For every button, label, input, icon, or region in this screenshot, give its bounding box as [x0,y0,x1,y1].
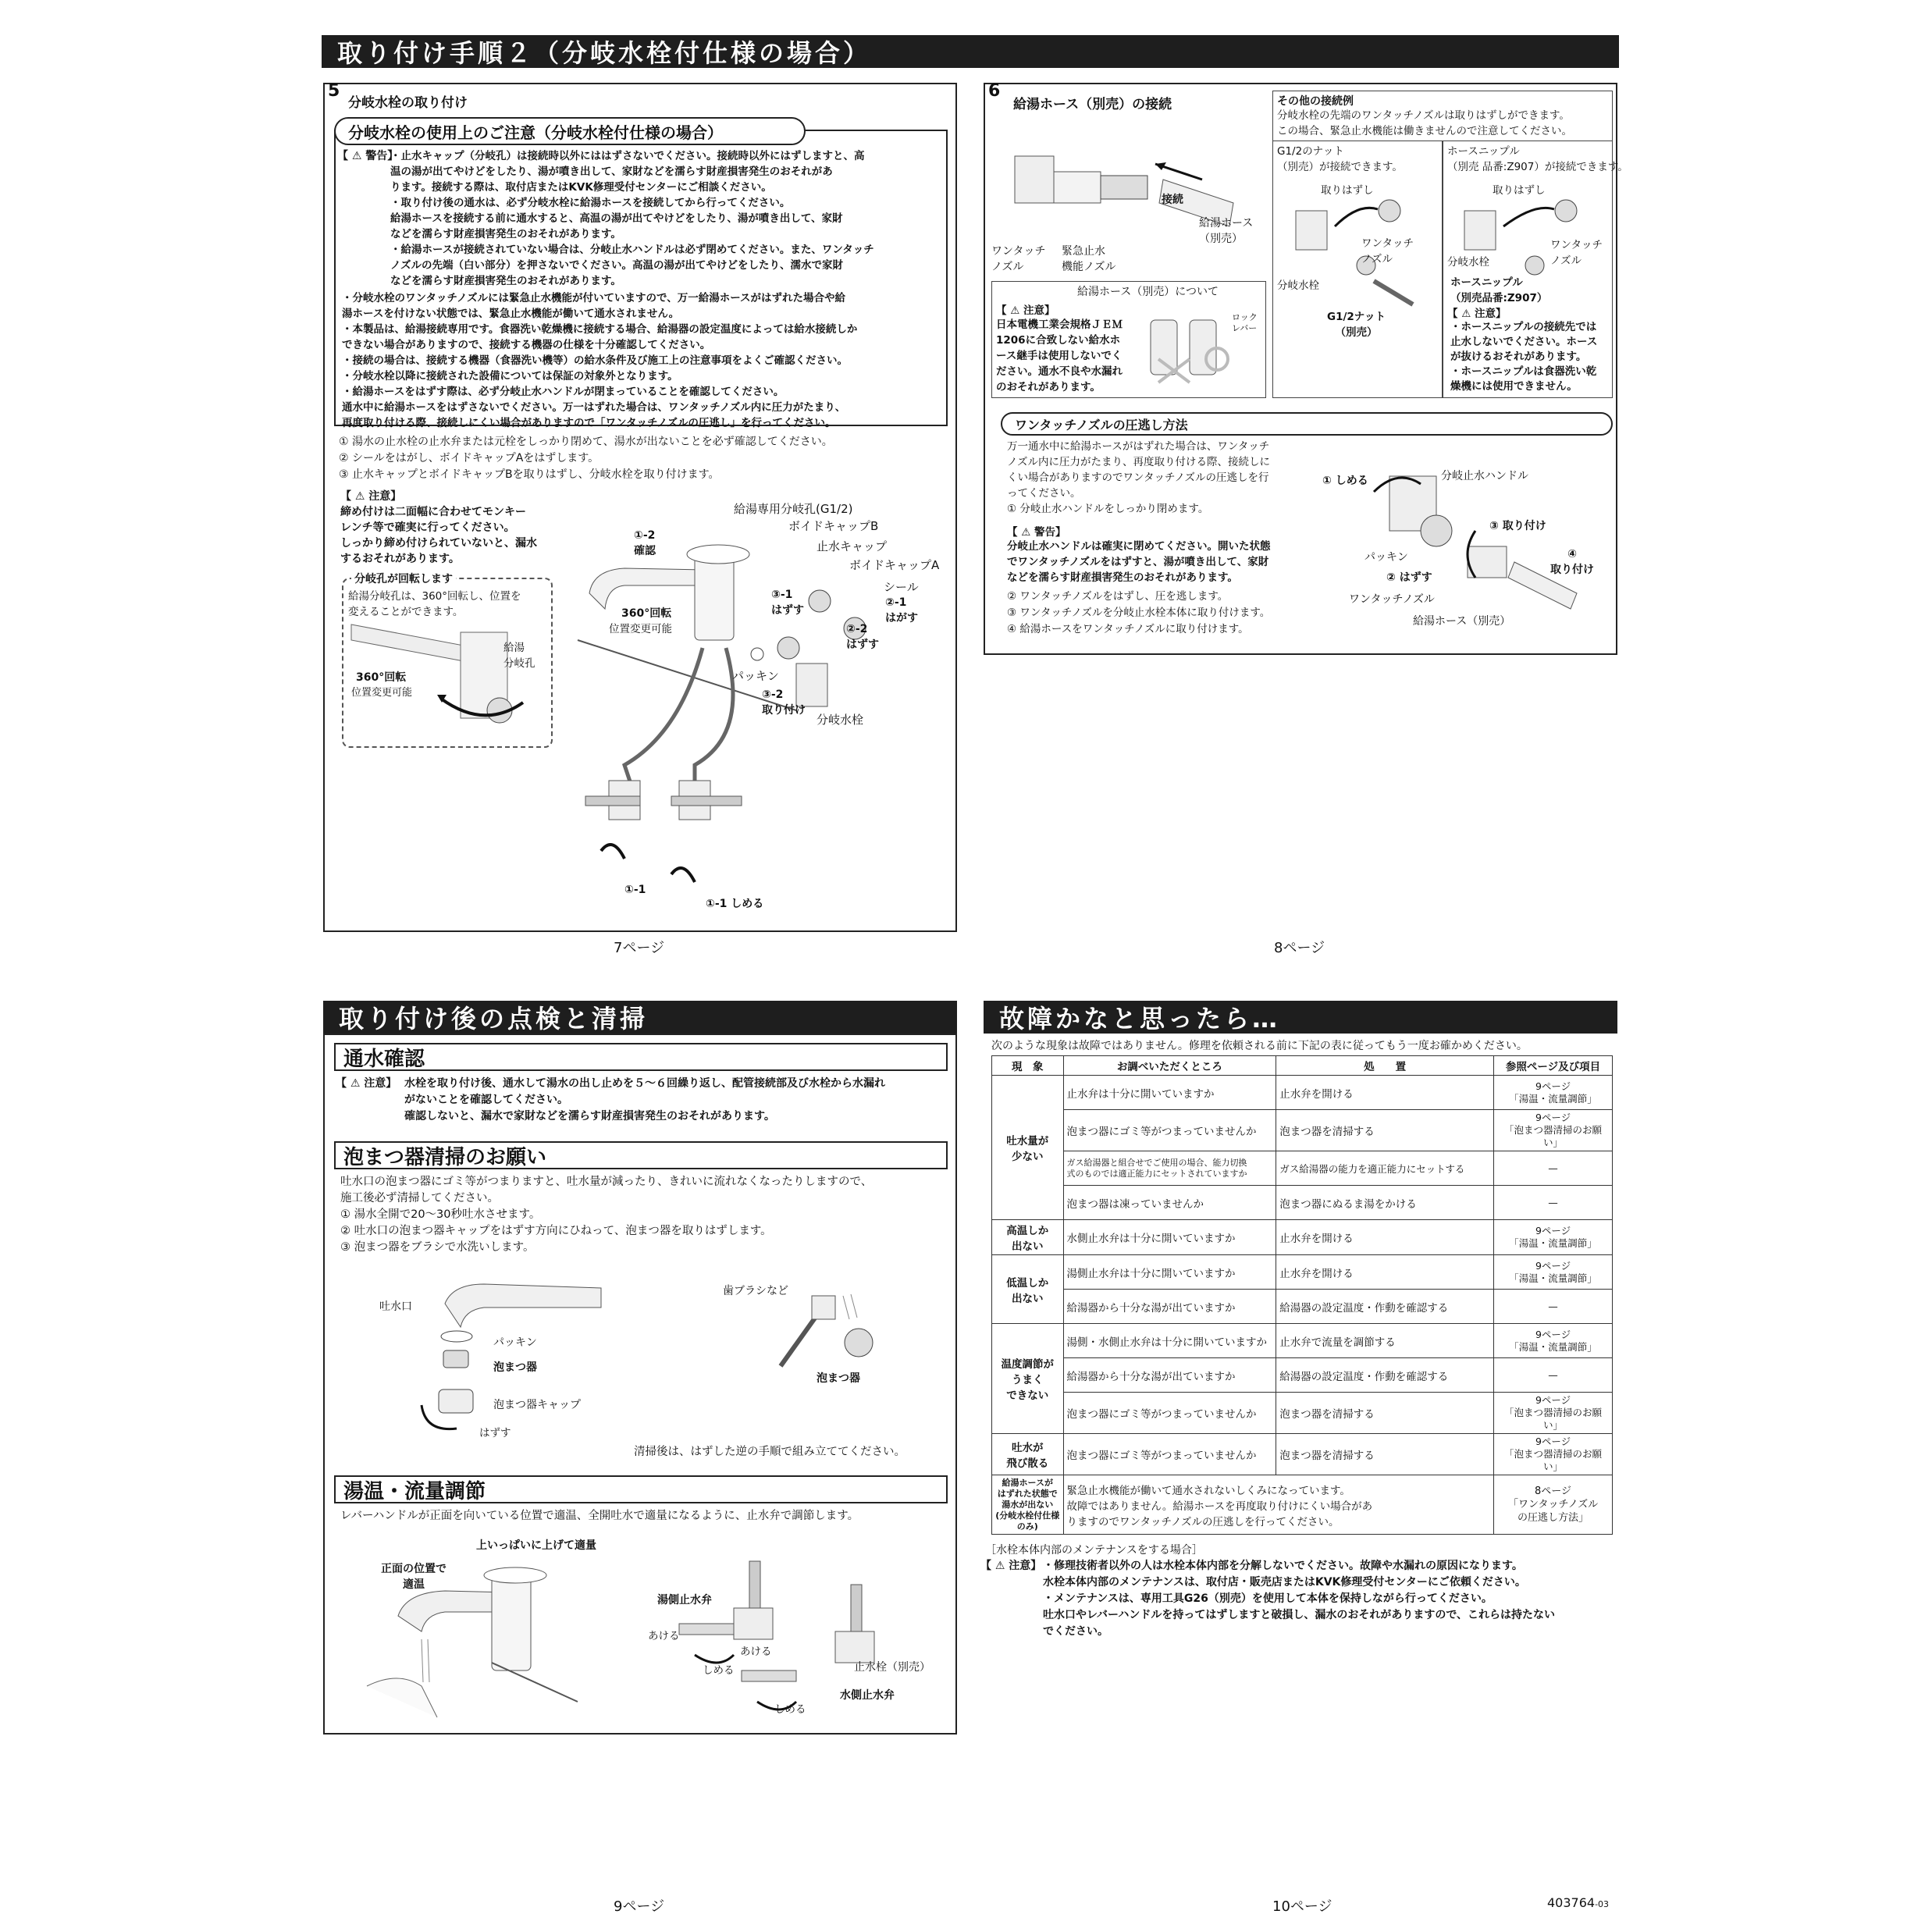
p8-fig-label-d: 緊急止水 機能ノズル [1062,245,1116,273]
row-action: 止水弁を開ける [1276,1076,1494,1110]
row-ref: 9ページ 「泡まつ器清掃のお願い」 [1494,1110,1613,1151]
p8-g12-title: G1/2のナット （別売）が接続できます。 [1277,145,1403,173]
row-check: 泡まつ器にゴミ等がつまっていませんか [1063,1110,1276,1151]
p7-fig-label-p: ①-1 しめる [706,898,764,910]
p7-rotate-label-b: 360°回転 [356,671,407,684]
table-row [992,1290,1613,1324]
p9-section-temp-flow: 湯温・流量調節 [334,1475,948,1503]
row-ref: 9ページ 「湯温・流量調節」 [1494,1220,1613,1255]
trouble-table-header [992,1056,1613,1076]
table-row [992,1434,1613,1475]
p9-s3-label-d: あける [648,1630,680,1642]
p8-relief-label-c: ③ 取り付け [1489,520,1546,532]
p9-s2-label-b: パッキン [493,1336,537,1349]
p8-title: 給湯ホース（別売）の接続 [1013,97,1172,112]
p8-relief-label-b: 分岐止水ハンドル [1441,470,1528,482]
p9-s2-label-c: 泡まつ器 [493,1361,537,1374]
p8-g12-label-c: 分岐水栓 [1277,279,1319,292]
p9-s1-label: 【 ⚠ 注意】 [336,1077,397,1090]
p9-s2-text: 吐水口の泡まつ器にゴミ等がつまりますと、吐水量が減ったり、きれいに流れなくなったりしますので、 施工後必ず清掃してください。 ① 湯水全開で20～30秒吐水させます。 ② 吐水口の泡まつ器キャップをはずす方向にひねって、泡まつ器を取りはずします。 ③ 泡まつ器をブラシで水洗いします。 [340,1176,873,1254]
row-check: 湯側・水側止水弁は十分に開いていますか [1063,1324,1276,1358]
row-check: ガス給湯器と組合せでご使用の場合、能力切換 式のものでは適正能力にセットされていますか [1063,1151,1276,1186]
p10-maint-text: ・修理技術者以外の人は水栓本体内部を分解しないでください。故障や水漏れの原因になります。 水栓本体内部のメンテナンスは、取付店・販売店またはKVK修理受付センターにご依頼ください。 ・メンテナンスは、専用工具G26（別売）を使用して本体を保持しながら行ってください。 吐水口やレバーハンドルを持ってはずしますと破損し、漏水のおそれがありますので、これらは持たない でください。 [1043,1560,1556,1638]
p10-maint-title: ［水栓本体内部のメンテナンスをする場合］ [985,1544,1203,1557]
p8-relief-label-d: パッキン [1364,551,1408,564]
p7-notes: ・分岐水栓のワンタッチノズルには緊急止水機能が付いていますので、万一給湯ホースがはずれた場合や給 湯ホースを付けない状態では、緊急止水機能が働いて通水されません。 ・本製品は、給湯接続専用です。食器洗い乾燥機に接続する場合、給湯器の設定温度によっては給水接続しか できない場合がありますので、接続する機器の仕様を十分確認してください。 ・接続の場合は、接続する機器（食器洗い機等）の給水条件及び施工上の注意事項をよくご確認ください。 ・分岐水栓以降に接続された設備については保証の対象外となります。 ・給湯ホースをはずす際は、必ず分岐止水ハンドルが閉まっていることを確認してください。 通水中に給湯ホースをはずさないでください。万一はずれた場合は、ワンタッチノズル内に圧力がたまり、 再度取り付ける際、接続しにくい場合がありますので「ワンタッチノズルの圧逃し」を行ってください。 [342,292,858,429]
p8-nipple-title: ホースニップル （別売 品番:Z907）が接続できます。 [1447,145,1628,173]
p7-header: 取り付け手順２（分岐水栓付仕様の場合） [322,35,1619,68]
col-ref: 参照ページ及び項目 [1494,1056,1613,1076]
p8-hose-lock: ロック レバー [1232,312,1258,333]
p9-s3-label-a: 上いっぱいに上げて適量 [476,1539,596,1552]
p8-relief-text: 万一通水中に給湯ホースがはずれた場合は、ワンタッチ ノズル内に圧力がたまり、再度取り付ける際、接続しに くい場合がありますのでワンタッチノズルの圧逃しを行 ってください。 ① 分岐止水ハンドルをしっかり閉めます。 [1007,440,1270,515]
p8-fig-label-b: 給湯ホース （別売） [1199,217,1254,245]
row-phenomenon: 吐水量が 少ない [992,1076,1064,1220]
row-phenomenon: 低温しか 出ない [992,1255,1064,1324]
p7-fig-label-f: ①-2 確認 [634,529,656,557]
p9-s3-label-c: 湯側止水弁 [657,1594,712,1606]
p9-s2-label-f: 歯ブラシなど [723,1285,788,1297]
p8-nipple-caution: ・ホースニップルの接続先では 止水しないでください。ホース が抜けるおそれがあります。 ・ホースニップルは食器洗い乾 燥機には使用できません。 [1450,321,1598,393]
p9-s3-label-g: 止水栓（別売） [854,1661,930,1674]
p8-relief-label-f: ④ 取り付け [1550,548,1594,576]
p8-fig-label-c: ワンタッチ ノズル [991,245,1046,273]
table-row [992,1186,1613,1220]
p10-page-number: 10ページ [1272,1898,1332,1915]
p7-warning-text: ・止水キャップ（分岐孔）は接続時以外にははずさないでください。接続時以外にはずしますと、高 温の湯が出てやけどをしたり、湯が噴き出して、家財などを濡らす財産損害発生のおそれがあ ります。接続する際は、取付店またはKVK修理受付センターにご相談ください。 ・取り付け後の通水は、必ず分岐水栓に給湯ホースを接続してから行ってください。 給湯ホースを接続する前に通水すると、高温の湯が出てやけどをしたり、湯が噴き出して、家財 などを濡らす財産損害発生のおそれがあります。 ・給湯ホースが接続されていない場合は、分岐止水ハンドルは必ず閉めてください。また、ワンタッチ ノズルの先端（白い部分）を押さないでください。高温の湯が出てやけどをしたり、濡水で家財 などを濡らす財産損害発生のおそれがあります。 [390,150,874,287]
p8-hose-fittings [1143,312,1229,390]
p7-rotate-text: 給湯分岐孔は、360°回転し、位置を 変えることができます。 [348,590,521,618]
row-phenomenon: 給湯ホースが はずれた状態で 湯水が出ない (分岐水栓付仕様のみ) [992,1475,1064,1535]
p9-section-water-check: 通水確認 [334,1043,948,1071]
p7-fig-label-g: ②-1 はがす [885,596,918,624]
row-ref: — [1494,1151,1613,1186]
p8-nipple-label-c: 分岐水栓 [1447,256,1489,269]
p7-caution2-label: 【 ⚠ 注意】 [340,490,402,503]
doc-code-number: 403764 [1547,1895,1596,1910]
p7-fig-label-h: ③-1 はずす [771,589,804,617]
p7-fig-label-a: 給湯専用分岐孔(G1/2) [734,502,853,516]
row-ref: — [1494,1186,1613,1220]
p7-fig-label-l: パッキン [732,669,779,683]
p9-s3-label-h: 水側止水弁 [840,1689,895,1702]
table-row [992,1393,1613,1434]
p9-s2-label-a: 吐水口 [379,1300,412,1313]
p7-step-title: 分岐水栓の取り付け [348,95,468,111]
p8-nipple-label-d: ホースニップル （別売品番:Z907） [1450,276,1548,304]
p7-warning-label: 【 ⚠ 警告】 [337,150,399,162]
row-action: 泡まつ器を清掃する [1276,1393,1494,1434]
row-action: 泡まつ器を清掃する [1276,1434,1494,1475]
table-row [992,1324,1613,1358]
row-phenomenon: 吐水が 飛び散る [992,1434,1064,1475]
row-action: 給湯器の設定温度・作動を確認する [1276,1358,1494,1393]
row-phenomenon: 高温しか 出ない [992,1220,1064,1255]
p7-step-number: 5 [328,81,340,101]
p10-header: 故障かなと思ったら… [984,1001,1617,1034]
row-action: 給湯器の設定温度・作動を確認する [1276,1290,1494,1324]
row-action: ガス給湯器の能力を適正能力にセットする [1276,1151,1494,1186]
p8-page-number: 8ページ [1274,940,1325,956]
p8-hose-caution: 日本電機工業会規格ＪＥＭ 1206に合致しない給水ホ ース継手は使用しないでく ださい。通水不良や水漏れ のおそれがあります。 [996,318,1123,393]
p7-fig-label-b: ボイドキャップB [788,519,879,533]
p8-relief-pill: ワンタッチノズルの圧逃し方法 [1001,412,1613,436]
table-row [992,1255,1613,1290]
p8-other-text: 分岐水栓の先端のワンタッチノズルは取りはずしができます。 この場合、緊急止水機能は働きませんので注意してください。 [1277,109,1572,137]
p8-relief-steps: ② ワンタッチノズルをはずし、圧を逃します。 ③ ワンタッチノズルを分岐止水栓本体に取り付けます。 ④ 給湯ホースをワンタッチノズルに取り付けます。 [1007,590,1271,635]
row-check: 湯側止水弁は十分に開いていますか [1063,1255,1276,1290]
p7-caution-pill: 分岐水栓の使用上のご注意（分岐水栓付仕様の場合） [334,117,806,145]
row-action: 泡まつ器にぬるま湯をかける [1276,1186,1494,1220]
p8-relief-label-g: ワンタッチノズル [1349,593,1435,606]
col-action: 処 置 [1276,1056,1494,1076]
row-check: 泡まつ器にゴミ等がつまっていませんか [1063,1434,1276,1475]
p9-s3-label-f: しめる [703,1664,735,1677]
p8-nipple-label-b: ワンタッチ ノズル [1550,239,1603,267]
p7-fig-label-i: ②-2 はずす [846,623,879,651]
p7-page-number: 7ページ [614,940,665,956]
p7-fig-label-k: 位置変更可能 [609,623,672,635]
p9-s2-label-g: 泡まつ器 [817,1372,860,1385]
row-check: 給湯器から十分な湯が出ていますか [1063,1358,1276,1393]
p8-g12-label-b: ワンタッチ ノズル [1361,237,1414,265]
p8-relief-label-h: 給湯ホース（別売） [1413,615,1511,628]
p9-s3-label-e: あける [740,1646,772,1658]
row-ref: 9ページ 「湯温・流量調節」 [1494,1076,1613,1110]
p7-rotate-label-c: 位置変更可能 [351,687,413,699]
p8-relief-warning-label: 【 ⚠ 警告】 [1007,526,1066,539]
p7-fig-label-n: 分岐水栓 [817,713,864,727]
p7-rotate-title: 分岐孔が回転します [351,571,456,587]
row-ref: 8ページ 「ワンタッチノズル の圧逃し方法」 [1494,1475,1613,1535]
row-action: 止水弁で流量を調節する [1276,1324,1494,1358]
p10-intro: 次のような現象は故障ではありません。修理を依頼される前に下記の表に従ってもう一度お確かめください。 [991,1040,1528,1052]
row-action: 止水弁を開ける [1276,1255,1494,1290]
p10-maint-label: 【 ⚠ 注意】 [980,1560,1042,1572]
table-row [992,1076,1613,1110]
p7-fig-label-d: ボイドキャップA [849,558,940,572]
p8-fig-label-a: 接続 [1162,194,1183,206]
row-check: 泡まつ器にゴミ等がつまっていませんか [1063,1393,1276,1434]
p7-fig-label-c: 止水キャップ [817,539,888,553]
p9-page-number: 9ページ [614,1898,665,1915]
row-ref: — [1494,1290,1613,1324]
p7-steps: ① 湯水の止水栓の止水弁または元栓をしっかり閉めて、湯水が出ないことを必ず確認してください。 ② シールをはがし、ボイドキャップAをはずします。 ③ 止水キャップとボイドキャップBを取りはずし、分岐水栓を取り付けます。 [339,436,833,481]
doc-code-rev: -03 [1595,1899,1610,1909]
doc-code [1547,1895,1609,1910]
p8-hose-caution-label: 【 ⚠ 注意】 [996,304,1055,317]
p9-s1-text: 水栓を取り付け後、通水して湯水の出し止めを５～６回繰り返し、配管接続部及び水栓から水漏れ がないことを確認してください。 確認しないと、漏水で家財などを濡らす財産損害発生のおそれがあります。 [404,1077,885,1123]
table-row [992,1220,1613,1255]
col-check: お調べいただくところ [1063,1056,1276,1076]
row-check: 止水弁は十分に開いていますか [1063,1076,1276,1110]
p9-s3-label-b: 正面の位置で 適温 [381,1563,447,1591]
p9-brush-illustration [773,1288,898,1382]
p7-fig-label-m: ③-2 取り付け [762,688,806,717]
trouble-table [991,1055,1613,1535]
p8-other-title: その他の接続例 [1277,95,1354,108]
row-check: 水側止水弁は十分に開いていますか [1063,1220,1276,1255]
p7-caution2-text: 締め付けは二面幅に合わせてモンキー レンチ等で確実に行ってください。 しっかり締め付けられていないと、漏水 するおそれがあります。 [340,506,537,565]
table-row [992,1110,1613,1151]
p8-hose-title: 給湯ホース（別売）について [1077,286,1219,298]
row-ref: 9ページ 「湯温・流量調節」 [1494,1324,1613,1358]
p9-s2-label-e: はずす [479,1427,511,1439]
row-action: 泡まつ器を清掃する [1276,1110,1494,1151]
p9-s3-text: レバーハンドルが正面を向いている位置で適温、全開吐水で適量になるように、止水弁で調節します。 [340,1510,859,1522]
p7-fig-label-o: ①-1 [624,884,646,896]
p8-relief-warning: 分岐止水ハンドルは確実に閉めてください。開いた状態 でワンタッチノズルをはずすと、湯が噴き出して、家財 などを濡らす財産損害発生のおそれがあります。 [1007,540,1271,584]
table-row [992,1358,1613,1393]
row-ref: — [1494,1358,1613,1393]
row-check: 給湯器から十分な湯が出ていますか [1063,1290,1276,1324]
row-action: 止水弁を開ける [1276,1220,1494,1255]
p8-g12-label-a: 取りはずし [1321,184,1374,197]
p8-relief-label-a: ① しめる [1322,475,1368,487]
col-phenomenon: 現 象 [992,1056,1064,1076]
p7-rotate-label-a: 給湯 分岐孔 [503,642,535,670]
row-ref: 9ページ 「湯温・流量調節」 [1494,1255,1613,1290]
p7-fig-label-e: シール [884,580,919,594]
row-ref: 9ページ 「泡まつ器清掃のお願い」 [1494,1434,1613,1475]
row-ref: 9ページ 「泡まつ器清掃のお願い」 [1494,1393,1613,1434]
row-last-text: 緊急止水機能が働いて通水されないしくみになっています。 故障ではありません。給湯ホースを再度取り付けにくい場合があ りますのでワンタッチノズルの圧逃しを行ってください。 [1063,1475,1494,1535]
p9-s2-label-d: 泡まつ器キャップ [493,1399,581,1411]
p7-fig-label-j: 360°回転 [621,607,672,620]
p8-nipple-caution-label: 【 ⚠ 注意】 [1447,308,1507,320]
p8-g12-label-d: G1/2ナット （別売） [1327,311,1386,339]
p8-step-number: 6 [988,81,1001,101]
row-phenomenon: 温度調節が うまく できない [992,1324,1064,1434]
p9-section-aerator: 泡まつ器清掃のお願い [334,1141,948,1169]
table-row [992,1151,1613,1186]
p8-relief-label-e: ② はずす [1386,571,1432,584]
p9-header: 取り付け後の点検と清掃 [323,1001,957,1034]
p9-s3-label-i: しめる [774,1703,806,1716]
p8-nipple-label-a: 取りはずし [1493,184,1546,197]
p9-s2-after: 清掃後は、はずした逆の手順で組み立ててください。 [634,1446,906,1458]
table-row [992,1475,1613,1535]
row-check: 泡まつ器は凍っていませんか [1063,1186,1276,1220]
